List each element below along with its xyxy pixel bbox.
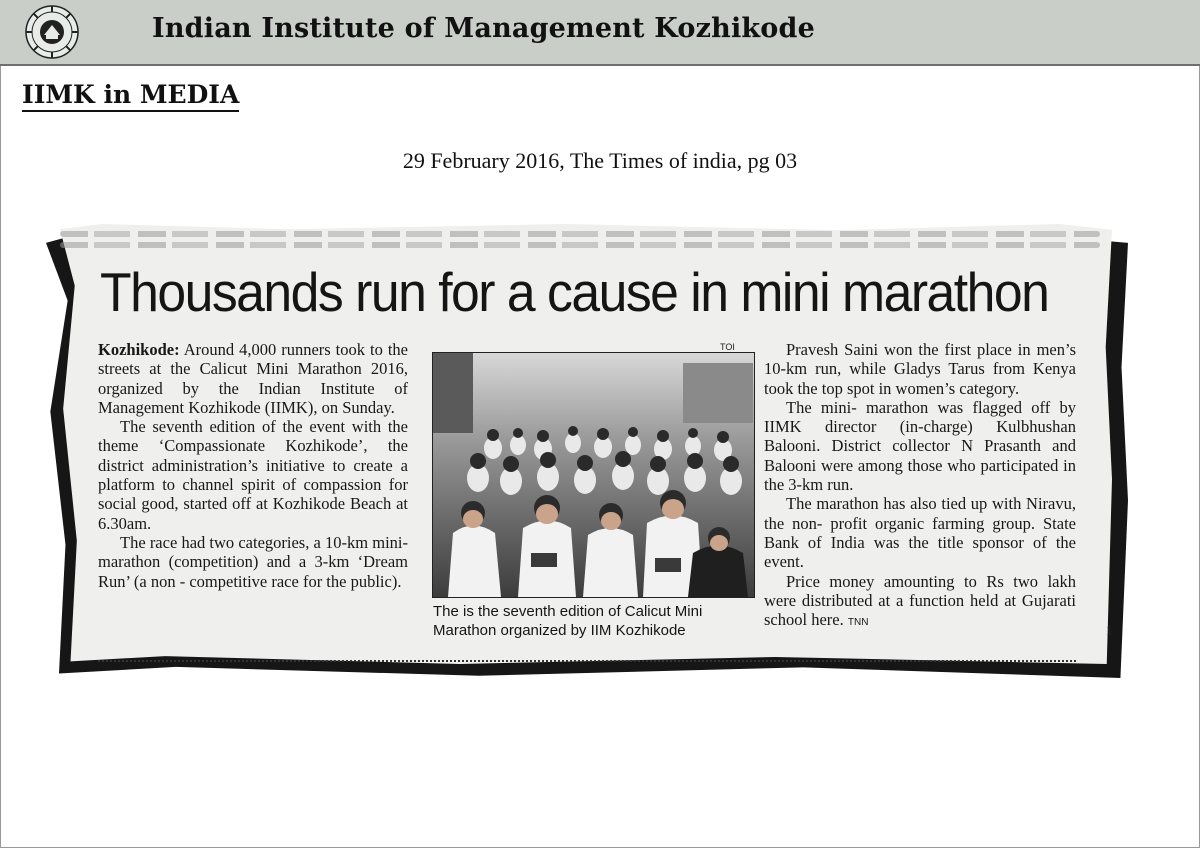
article-paragraph: Pravesh Saini won the first place in men’s 10-km run, while Gladys Tarus from Kenya took the top spot in women’s category. (764, 340, 1076, 398)
article-paragraph: The mini- marathon was flagged off by IIMK director (in-charge) Kulbhushan Balooni. District collector N Prasanth and Balooni were among those who participated in the 3-km run. (764, 397, 1076, 495)
publication-citation: 29 February 2016, The Times of india, pg 03 (402, 148, 798, 173)
agency-tag: TNN (847, 617, 869, 629)
article-dotted-rule (98, 660, 1076, 662)
article-paragraph: The race had two categories, a 10-km mini-marathon (competition) and a 3-km ‘Dream Run’ (a non - competitive race for the public). (98, 532, 408, 591)
header-bar (0, 0, 1200, 66)
institute-logo-icon (22, 4, 82, 60)
dateline: Kozhikode: (98, 340, 180, 359)
clipping-edge-mark: 1 (1106, 624, 1113, 639)
institute-title: Indian Institute of Management Kozhikode (152, 13, 815, 44)
marathon-runners-photo (432, 352, 755, 598)
section-title: IIMK in MEDIA (22, 80, 239, 112)
article-paragraph: The marathon has also tied up with Niravu, the non- profit organic farming group. State Bank of India was the title sponsor of the event. (764, 494, 1076, 572)
article-paragraph: Kozhikode: Around 4,000 runners took to the streets at the Calicut Mini Marathon 2016, organized by the Indian Institute of Management Kozhikode (IIMK), on Sunday. (98, 340, 408, 417)
article-paragraph: Price money amounting to Rs two lakh were distributed at a function held at Gujarati school here. TNN (764, 571, 1076, 630)
article-column-right (764, 340, 1076, 632)
article-headline: Thousands run for a cause in mini marathon (100, 261, 1049, 323)
article-column-left (98, 340, 408, 591)
photo-caption: The is the seventh edition of Calicut Mini Marathon organized by IIM Kozhikode (433, 603, 703, 639)
crowd-photo-image (433, 353, 754, 597)
photo-credit: TOI (720, 342, 735, 352)
article-paragraph: The seventh edition of the event with the theme ‘Compassionate Kozhikode’, the district administration’s initiative to create a platform to channel spirit of compassion for social good, started off at Kozhikode Beach at 6.30am. (98, 417, 408, 533)
